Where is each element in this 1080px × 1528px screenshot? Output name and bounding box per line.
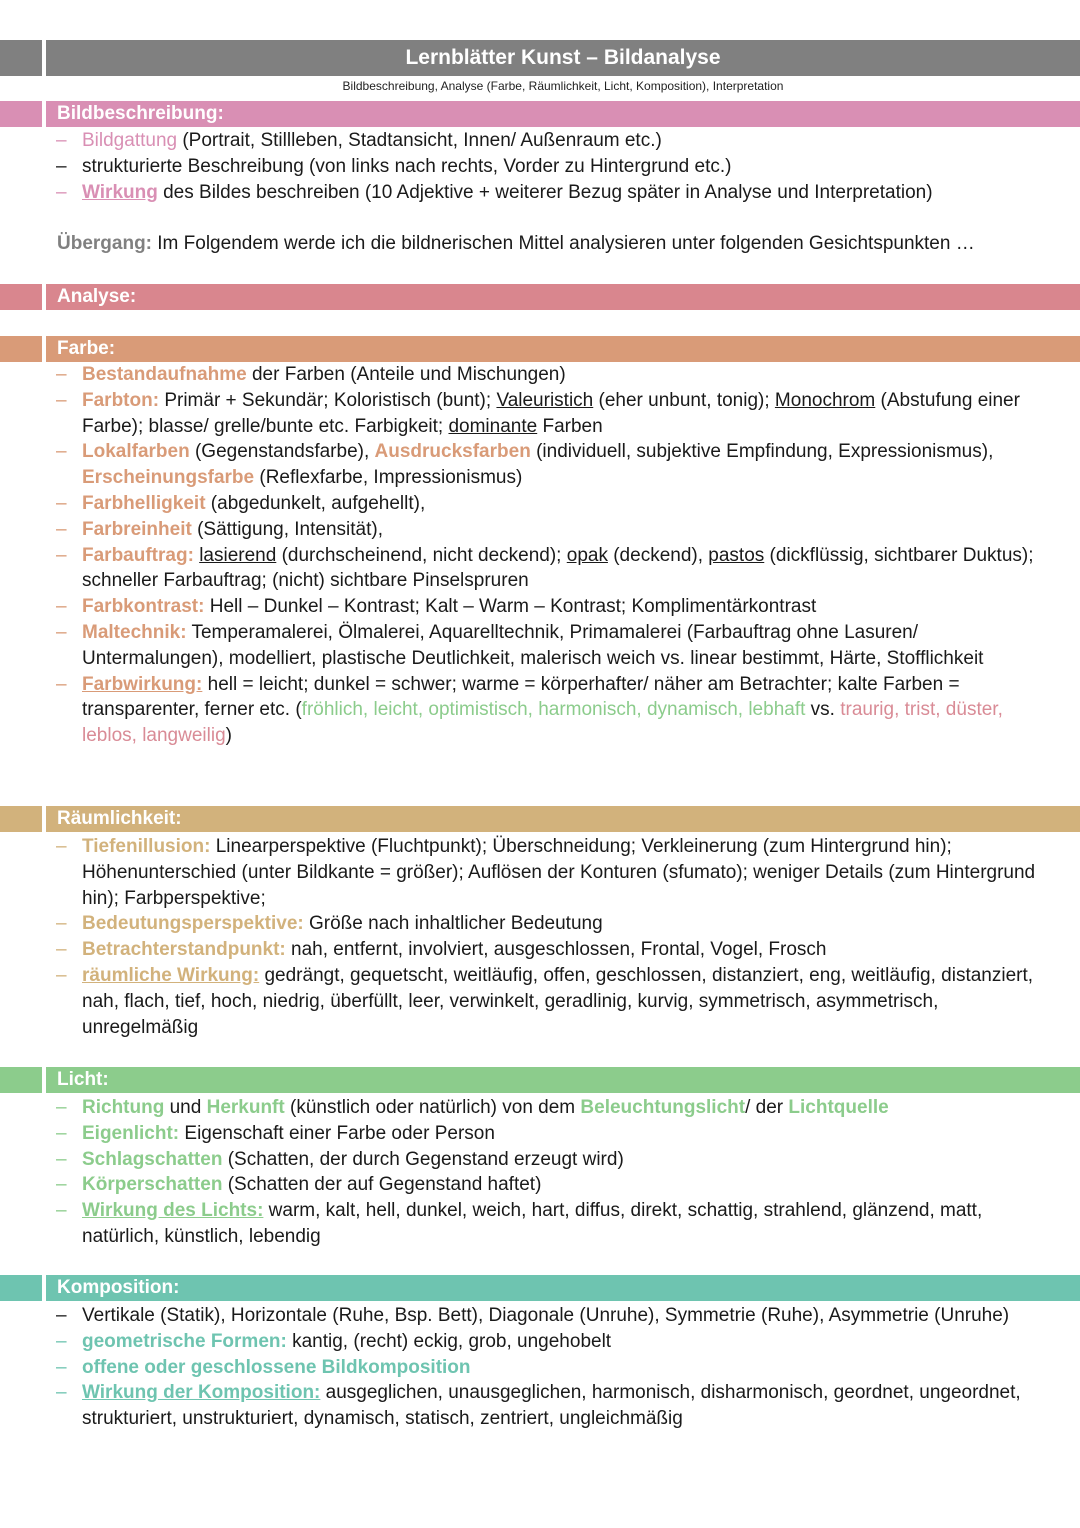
keyword: Farbton:: [82, 389, 160, 411]
item-text: (Schatten, der durch Gegenstand erzeugt wird): [222, 1148, 624, 1170]
section-bar-raeumlichkeit: [0, 806, 1080, 832]
item-text: vs.: [805, 699, 841, 721]
list-item: – Farbhelligkeit (abgedunkelt, aufgehellt),: [56, 492, 426, 514]
item-text: Farben: [537, 415, 603, 437]
item-text: ausgeglichen, unausgeglichen, harmonisch, disharmonisch, geordnet, ungeordnet, strukturiert, unstrukturiert, dynamisch, statisch, zentriert, ungleichmäßig: [82, 1382, 1021, 1430]
item-text: und: [164, 1097, 207, 1118]
list-item: – geometrische Formen: kantig, (recht) eckig, grob, ungehobelt: [56, 1330, 612, 1352]
list-item: – räumliche Wirkung: gedrängt, gequetscht, weitläufig, offen, geschlossen, distanziert, eng, weitläufig, distanziert, nah, flach, tief, hoch, niedrig, überfüllt, leer, verwinkelt, geradlinig, kurvig, symmetrisch, asymmetrisch, unregelmäßig: [56, 964, 1034, 1038]
list-raeumlichkeit: [56, 834, 1046, 1040]
title-bar-stub: [0, 40, 42, 76]
list-item: – Betrachterstandpunkt: nah, entfernt, involviert, ausgeschlossen, Frontal, Vogel, Frosch: [56, 939, 827, 961]
section-stub: [0, 101, 42, 127]
item-text: (Gegenstandsfarbe),: [189, 441, 375, 463]
section-bar-bildbeschreibung: [0, 101, 1080, 127]
item-text: strukturierte Beschreibung (von links nach rechts, Vorder zu Hintergrund etc.): [82, 155, 732, 177]
item-text: (individuell, subjektive Empfindung, Expressionismus),: [530, 441, 994, 463]
list-bildbeschreibung: [56, 128, 1046, 205]
list-item: – Tiefenillusion: Linearperspektive (Fluchtpunkt); Überschneidung; Verkleinerung (zum Hintergrund hin); Höhenunterschied (unter Bildkante = größer); Auflösen der Konturen (sfumato); weniger Details (zum Hintergrund hin); Farbperspektive;: [56, 836, 1036, 909]
keyword: Bedeutungsperspektive:: [82, 913, 304, 935]
section-heading-analyse: Analyse:: [46, 284, 1080, 310]
item-text: (Portrait, Stillleben, Stadtansicht, Innen/ Außenraum etc.): [177, 130, 662, 151]
item-text: Primär + Sekundär; Koloristisch (bunt);: [159, 389, 497, 411]
term: pastos: [708, 544, 765, 566]
item-text: (abgedunkelt, aufgehellt),: [205, 492, 426, 514]
keyword: Lichtquelle: [788, 1097, 889, 1118]
item-text: der Farben (Anteile und Mischungen): [246, 364, 566, 385]
item-text: / der: [745, 1097, 789, 1118]
keyword: Betrachterstandpunkt:: [82, 939, 286, 961]
keyword: Lokalfarben: [82, 441, 190, 463]
list-item: – offene oder geschlossene Bildkomposition: [56, 1356, 471, 1378]
list-item: – strukturierte Beschreibung (von links nach rechts, Vorder zu Hintergrund etc.): [56, 155, 732, 177]
item-text: nah, entfernt, involviert, ausgeschlossen, Frontal, Vogel, Frosch: [285, 939, 827, 961]
keyword: Farbreinheit: [82, 518, 192, 540]
item-text: ): [225, 725, 232, 747]
item-text: gedrängt, gequetscht, weitläufig, offen, geschlossen, distanziert, eng, weitläufig, distanziert, nah, flach, tief, hoch, niedrig, überfüllt, leer, verwinkelt, geradlinig, kurvig, symmetrisch, asymmetrisch, unregelmäßig: [82, 964, 1034, 1038]
section-heading-komposition: Komposition:: [46, 1275, 1080, 1301]
item-text: warm, kalt, hell, dunkel, weich, hart, diffus, direkt, schattig, strahlend, glänzend, matt, natürlich, künstlich, lebendig: [82, 1200, 983, 1247]
item-text: Größe nach inhaltlicher Bedeutung: [303, 913, 603, 935]
list-item: – Körperschatten (Schatten der auf Gegenstand haftet): [56, 1174, 542, 1196]
item-text: hell = leicht; dunkel = schwer; warme = körperhafter/ näher am Betrachter; kalte Farben = transparenter, ferner etc. (: [82, 673, 960, 721]
item-text: Linearperspektive (Fluchtpunkt); Überschneidung; Verkleinerung (zum Hintergrund hin); Höhenunterschied (unter Bildkante = größer); Auflösen der Konturen (sfumato); weniger Details (zum Hintergrund hin); Farbperspektive;: [82, 836, 1036, 909]
keyword: Beleuchtungslicht: [580, 1097, 746, 1118]
section-stub: [0, 336, 42, 362]
keyword: Schlagschatten: [82, 1148, 223, 1170]
page-subtitle: Bildbeschreibung, Analyse (Farbe, Räumlichkeit, Licht, Komposition), Interpretation: [342, 79, 784, 93]
list-item: – Farbreinheit (Sättigung, Intensität),: [56, 518, 383, 540]
section-bar-licht: [0, 1067, 1080, 1093]
list-item: – Schlagschatten (Schatten, der durch Gegenstand erzeugt wird): [56, 1148, 624, 1170]
list-item: – Farbauftrag: lasierend (durchscheinend, nicht deckend); opak (deckend), pastos (dickflüssig, sichtbarer Duktus); schneller Farbauftrag; (nicht) sichtbare Pinselspruren: [56, 544, 1034, 592]
section-heading-bildbeschreibung: Bildbeschreibung:: [46, 101, 1080, 127]
term: dominante: [448, 415, 538, 437]
item-text: Vertikale (Statik), Horizontale (Ruhe, Bsp. Bett), Diagonale (Unruhe), Symmetrie (Ruhe), Asymmetrie (Unruhe): [82, 1305, 1010, 1326]
title-bar: [0, 40, 1080, 76]
section-bar-farbe: [0, 336, 1080, 362]
page-title: Lernblätter Kunst – Bildanalyse: [46, 40, 1080, 76]
term: Monochrom: [774, 389, 876, 411]
keyword: Maltechnik:: [82, 621, 187, 643]
keyword: Herkunft: [206, 1097, 285, 1118]
section-heading-raeumlichkeit: Räumlichkeit:: [46, 806, 1080, 832]
list-item: – Farbton: Primär + Sekundär; Koloristisch (bunt); Valeuristich (eher unbunt, tonig); Monochrom (Abstufung einer Farbe); blasse/ grelle/bunte etc. Farbigkeit; dominante Farben: [56, 389, 1020, 437]
list-item: – Farbkontrast: Hell – Dunkel – Kontrast; Kalt – Warm – Kontrast; Komplimentärkontrast: [56, 596, 817, 618]
transition-label: Übergang:: [57, 233, 152, 254]
section-stub: [0, 1275, 42, 1301]
negative-adjectives: traurig, trist, düster, leblos, langweilig: [82, 699, 1003, 747]
item-text: (durchscheinend, nicht deckend);: [276, 544, 567, 566]
keyword: Farbhelligkeit: [82, 492, 206, 514]
section-heading-farbe: Farbe:: [46, 336, 1080, 362]
item-text: (Abstufung einer Farbe); blasse/ grelle/bunte etc. Farbigkeit;: [82, 389, 1020, 437]
keyword: geometrische Formen:: [82, 1330, 287, 1352]
item-text: (eher unbunt, tonig);: [593, 389, 775, 411]
keyword: offene oder geschlossene Bildkomposition: [82, 1356, 471, 1378]
term: opak: [566, 544, 608, 566]
list-item: – Maltechnik: Temperamalerei, Ölmalerei, Aquarelltechnik, Primamalerei (Farbauftrag ohne Lasuren/ Untermalungen), modelliert, plastische Deutlichkeit, malerisch weich vs. linear bestimmt, Härte, Stofflichkeit: [56, 621, 984, 669]
list-item: – Farbwirkung: hell = leicht; dunkel = schwer; warme = körperhafter/ näher am Betrachter; kalte Farben = transparenter, ferner etc. (fröhlich, leicht, optimistisch, harmonisch, dynamisch, lebhaft vs. traurig, trist, düster, leblos, langweilig): [56, 673, 1003, 747]
term: lasierend: [199, 544, 277, 566]
keyword: Farbkontrast:: [82, 596, 205, 618]
list-item: – Richtung und Herkunft (künstlich oder natürlich) von dem Beleuchtungslicht/ der Lichtquelle: [56, 1097, 889, 1118]
list-item: – Wirkung des Bildes beschreiben (10 Adjektive + weiterer Bezug später in Analyse und Interpretation): [56, 181, 933, 203]
positive-adjectives: fröhlich, leicht, optimistisch, harmonisch, dynamisch, lebhaft: [301, 699, 806, 721]
item-text: (deckend),: [607, 544, 709, 566]
list-licht: [56, 1095, 1046, 1250]
keyword: Ausdrucksfarben: [374, 441, 531, 463]
transition: [57, 231, 975, 257]
section-heading-licht: Licht:: [46, 1067, 1080, 1093]
list-item: – Bildgattung (Portrait, Stillleben, Stadtansicht, Innen/ Außenraum etc.): [56, 130, 662, 151]
keyword: Eigenlicht:: [82, 1122, 180, 1144]
keyword: Richtung: [82, 1097, 165, 1118]
item-text: (Reflexfarbe, Impressionismus): [254, 467, 523, 489]
section-stub: [0, 1067, 42, 1093]
list-item: – Bedeutungsperspektive: Größe nach inhaltlicher Bedeutung: [56, 913, 603, 935]
list-farbe: [56, 362, 1046, 749]
keyword: Wirkung: [82, 181, 158, 203]
item-text: Temperamalerei, Ölmalerei, Aquarelltechnik, Primamalerei (Farbauftrag ohne Lasuren/ Untermalungen), modelliert, plastische Deutlichkeit, malerisch weich vs. linear bestimmt, Härte, Stofflichkeit: [82, 621, 984, 669]
term: Valeuristich: [496, 389, 594, 411]
list-item: – Wirkung des Lichts: warm, kalt, hell, dunkel, weich, hart, diffus, direkt, schattig, strahlend, glänzend, matt, natürlich, künstlich, lebendig: [56, 1200, 983, 1247]
section-bar-komposition: [0, 1275, 1080, 1301]
item-text: des Bildes beschreiben (10 Adjektive + weiterer Bezug später in Analyse und Interpretation): [157, 181, 933, 203]
keyword: Körperschatten: [82, 1174, 223, 1196]
item-text: (Sättigung, Intensität),: [191, 518, 383, 540]
keyword: Bildgattung: [82, 130, 178, 151]
item-text: (dickflüssig, sichtbarer Duktus); schneller Farbauftrag; (nicht) sichtbare Pinselspruren: [82, 544, 1034, 592]
section-stub: [0, 806, 42, 832]
item-text: Hell – Dunkel – Kontrast; Kalt – Warm – Kontrast; Komplimentärkontrast: [204, 596, 817, 618]
list-item: – Eigenlicht: Eigenschaft einer Farbe oder Person: [56, 1122, 495, 1144]
keyword: räumliche Wirkung:: [82, 964, 260, 986]
section-stub: [0, 284, 42, 310]
list-item: – Bestandaufnahme der Farben (Anteile und Mischungen): [56, 364, 566, 385]
item-text: kantig, (recht) eckig, grob, ungehobelt: [286, 1330, 612, 1352]
keyword: Wirkung des Lichts:: [82, 1200, 264, 1222]
keyword: Wirkung der Komposition:: [82, 1382, 321, 1404]
list-item: – Wirkung der Komposition: ausgeglichen, unausgeglichen, harmonisch, disharmonisch, geordnet, ungeordnet, strukturiert, unstrukturiert, dynamisch, statisch, zentriert, ungleichmäßig: [56, 1382, 1021, 1430]
item-text: (künstlich oder natürlich) von dem: [284, 1097, 581, 1118]
list-item: – Vertikale (Statik), Horizontale (Ruhe, Bsp. Bett), Diagonale (Unruhe), Symmetrie (Ruhe), Asymmetrie (Unruhe): [56, 1305, 1010, 1326]
keyword: Farbwirkung:: [82, 673, 203, 695]
section-bar-analyse: [0, 284, 1080, 310]
keyword: Bestandaufnahme: [82, 364, 247, 385]
list-komposition: [56, 1303, 1046, 1432]
keyword: Farbauftrag:: [82, 544, 194, 566]
item-text: Eigenschaft einer Farbe oder Person: [179, 1122, 495, 1144]
transition-text: Im Folgendem werde ich die bildnerischen Mittel analysieren unter folgenden Gesichtspunkten …: [152, 233, 975, 254]
list-item: – Lokalfarben (Gegenstandsfarbe), Ausdrucksfarben (individuell, subjektive Empfindung, Expressionismus), Erscheinungsfarbe (Reflexfarbe, Impressionismus): [56, 441, 994, 489]
item-text: (Schatten der auf Gegenstand haftet): [222, 1174, 542, 1196]
keyword: Tiefenillusion:: [82, 836, 211, 857]
keyword: Erscheinungsfarbe: [82, 467, 255, 489]
